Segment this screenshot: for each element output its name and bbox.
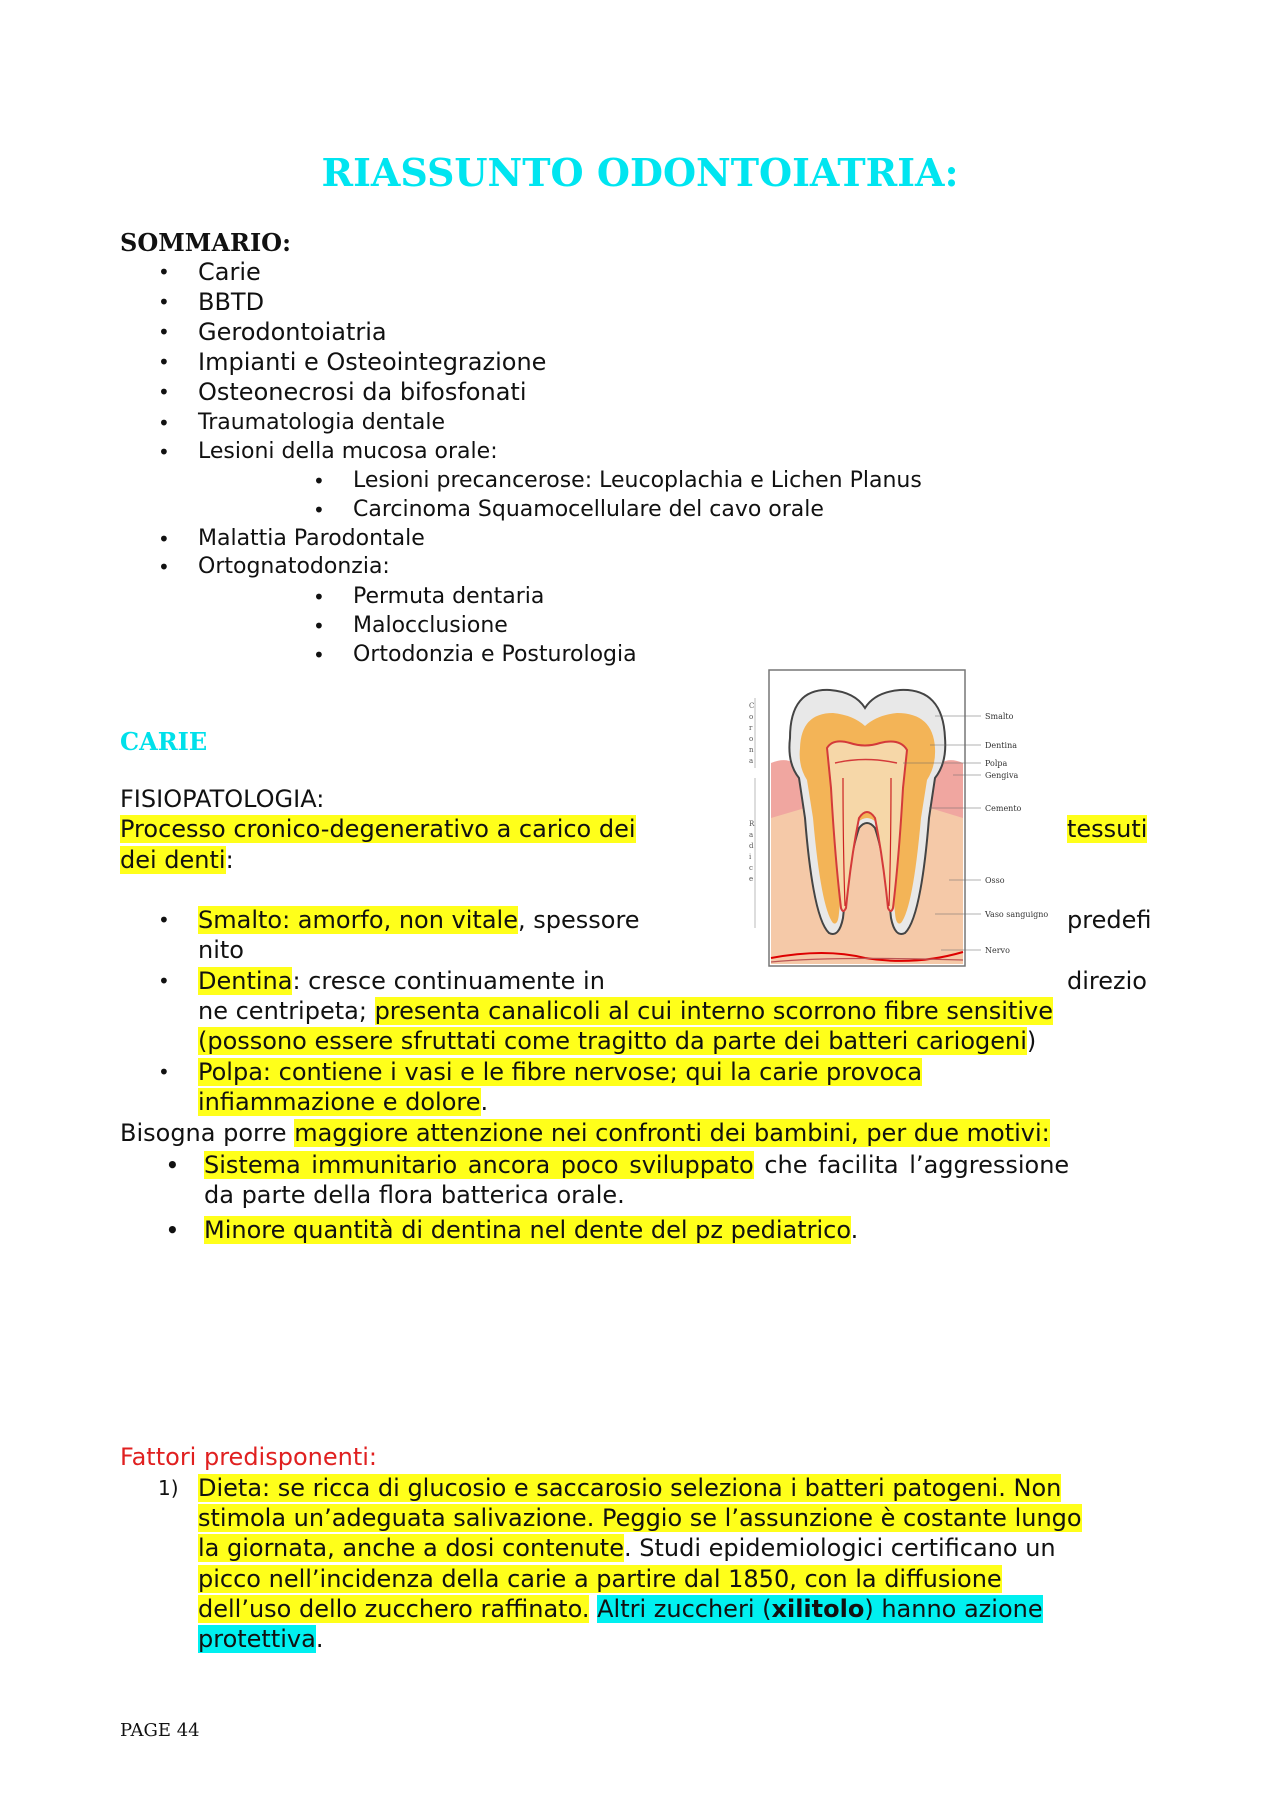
paragraph-line bbox=[120, 1118, 1050, 1148]
bullet-icon: • bbox=[158, 260, 170, 284]
list-item: BBTD bbox=[198, 288, 265, 316]
paragraph-line bbox=[198, 1624, 323, 1654]
list-item: Gerodontoiatria bbox=[198, 318, 387, 346]
text: : cresce continuamente in bbox=[292, 967, 605, 995]
highlight: Dentina bbox=[198, 967, 293, 995]
highlight: Dieta: se ricca di glucosio e saccarosio seleziona i batteri patogeni. Non bbox=[198, 1474, 1062, 1502]
label-osso: Osso bbox=[985, 876, 1005, 885]
text: . Studi epidemiologici certificano un bbox=[623, 1534, 1056, 1562]
label-vaso: Vaso sanguigno bbox=[985, 910, 1049, 919]
list-item: Malattia Parodontale bbox=[198, 526, 425, 551]
bullet-icon: • bbox=[158, 969, 170, 993]
bullet-icon: • bbox=[158, 527, 170, 551]
paragraph-line bbox=[204, 1215, 858, 1245]
highlight: dell’uso dello zucchero raffinato. bbox=[198, 1595, 590, 1623]
text: , spessore bbox=[517, 906, 640, 934]
list-item: Lesioni precancerose: Leucoplachia e Lichen Planus bbox=[353, 468, 922, 493]
highlight: Minore quantità di dentina nel dente del pz pediatrico bbox=[204, 1216, 851, 1244]
list-item: Ortognatodonzia: bbox=[198, 554, 390, 579]
paragraph-line bbox=[198, 1026, 1036, 1056]
page-number: PAGE 44 bbox=[120, 1720, 200, 1741]
paragraph-line bbox=[198, 996, 1053, 1026]
bullet-icon: • bbox=[158, 320, 170, 344]
bullet-icon: • bbox=[166, 1153, 179, 1177]
bullet-icon: • bbox=[158, 908, 170, 932]
text: ) bbox=[1026, 1027, 1037, 1055]
paragraph-line bbox=[204, 1150, 1069, 1180]
text: Altri zuccheri ( bbox=[597, 1595, 772, 1623]
paragraph-line: nito bbox=[198, 936, 244, 964]
highlight: (possono essere sfruttati come tragitto da parte dei batteri cariogeni bbox=[198, 1027, 1027, 1055]
page-title: RIASSUNTO ODONTOIATRIA: bbox=[321, 150, 959, 195]
highlight-cyan: protettiva bbox=[198, 1625, 316, 1653]
highlight-cyan bbox=[597, 1595, 1043, 1623]
label-cemento: Cemento bbox=[985, 804, 1022, 813]
highlight: Sistema immunitario ancora poco sviluppato bbox=[204, 1151, 754, 1179]
highlight: infiammazione e dolore bbox=[198, 1088, 481, 1116]
bullet-icon: • bbox=[158, 380, 170, 404]
text: : bbox=[225, 846, 234, 874]
sommario-heading: SOMMARIO: bbox=[120, 228, 291, 257]
paragraph-line bbox=[198, 1564, 1002, 1594]
text: . bbox=[315, 1625, 324, 1653]
bullet-icon: • bbox=[313, 585, 325, 609]
highlight: picco nell’incidenza della carie a partire dal 1850, con la diffusione bbox=[198, 1565, 1002, 1593]
paragraph-line bbox=[198, 1533, 1056, 1563]
highlight: presenta canalicoli al cui interno scorrono fibre sensitive bbox=[374, 997, 1054, 1025]
bold-text: xilitolo bbox=[771, 1595, 865, 1623]
bullet-icon: • bbox=[158, 1060, 170, 1084]
list-item: Osteonecrosi da bifosfonati bbox=[198, 378, 527, 406]
bullet-icon: • bbox=[313, 643, 325, 667]
paragraph-line bbox=[120, 845, 234, 875]
list-item: Lesioni della mucosa orale: bbox=[198, 439, 498, 464]
bullet-icon: • bbox=[158, 555, 170, 579]
highlight: stimola un’adeguata salivazione. Peggio se l’assunzione è costante lungo bbox=[198, 1504, 1082, 1532]
text: Bisogna porre bbox=[120, 1119, 295, 1147]
bullet-icon: • bbox=[313, 469, 325, 493]
paragraph-line bbox=[198, 1503, 1082, 1533]
paragraph-line bbox=[198, 1057, 922, 1087]
paragraph-line bbox=[198, 1473, 1061, 1503]
list-item: Carie bbox=[198, 258, 261, 286]
fattori-heading: Fattori predisponenti: bbox=[120, 1443, 377, 1471]
paragraph-line: direzio bbox=[1067, 967, 1147, 995]
list-item: Malocclusione bbox=[353, 613, 508, 638]
highlight: la giornata, anche a dosi contenute bbox=[198, 1534, 624, 1562]
bullet-icon: • bbox=[166, 1218, 179, 1242]
paragraph-line: predefi bbox=[1067, 906, 1152, 934]
label-smalto: Smalto bbox=[985, 712, 1014, 721]
text: . bbox=[480, 1088, 489, 1116]
text: che facilita l’aggressione bbox=[753, 1151, 1070, 1179]
paragraph-line bbox=[198, 966, 605, 996]
highlight: dei denti bbox=[120, 846, 226, 874]
label-dentina: Dentina bbox=[985, 741, 1017, 750]
label-gengiva: Gengiva bbox=[985, 771, 1019, 780]
paragraph-line bbox=[198, 905, 640, 935]
list-item: Carcinoma Squamocellulare del cavo orale bbox=[353, 497, 824, 522]
text: . bbox=[850, 1216, 859, 1244]
bullet-icon: • bbox=[158, 290, 170, 314]
paragraph-line bbox=[198, 1087, 488, 1117]
paragraph-line: da parte della flora batterica orale. bbox=[204, 1181, 625, 1209]
highlight: tessuti bbox=[1067, 815, 1148, 843]
radice-label: R a d i c e bbox=[749, 820, 755, 883]
fisiopatologia-heading: FISIOPATOLOGIA: bbox=[120, 785, 325, 813]
bullet-icon: • bbox=[158, 350, 170, 374]
paragraph-line bbox=[198, 1594, 1043, 1624]
bullet-icon: • bbox=[313, 614, 325, 638]
bullet-icon: • bbox=[158, 440, 170, 464]
bullet-icon: • bbox=[158, 411, 170, 435]
bullet-icon: • bbox=[313, 498, 325, 522]
list-item: Permuta dentaria bbox=[353, 584, 545, 609]
tooth-anatomy-figure bbox=[735, 668, 1175, 984]
label-nervo: Nervo bbox=[985, 946, 1010, 955]
label-polpa: Polpa bbox=[985, 759, 1008, 768]
list-item: Ortodonzia e Posturologia bbox=[353, 642, 637, 667]
section-heading-carie: CARIE bbox=[120, 727, 208, 756]
highlight: Smalto: amorfo, non vitale bbox=[198, 906, 518, 934]
corona-label: C o r o n a bbox=[749, 702, 755, 765]
highlight: Polpa: contiene i vasi e le fibre nervose; qui la carie provoca bbox=[198, 1058, 923, 1086]
text: ne centripeta; bbox=[198, 997, 375, 1025]
highlight: Processo cronico-degenerativo a carico dei bbox=[120, 815, 636, 843]
list-number: 1) bbox=[158, 1476, 179, 1500]
list-item: Impianti e Osteointegrazione bbox=[198, 348, 547, 376]
text: ) hanno azione bbox=[864, 1595, 1043, 1623]
paragraph-line bbox=[120, 814, 636, 844]
highlight: maggiore attenzione nei confronti dei bambini, per due motivi: bbox=[294, 1119, 1050, 1147]
list-item: Traumatologia dentale bbox=[198, 410, 445, 435]
